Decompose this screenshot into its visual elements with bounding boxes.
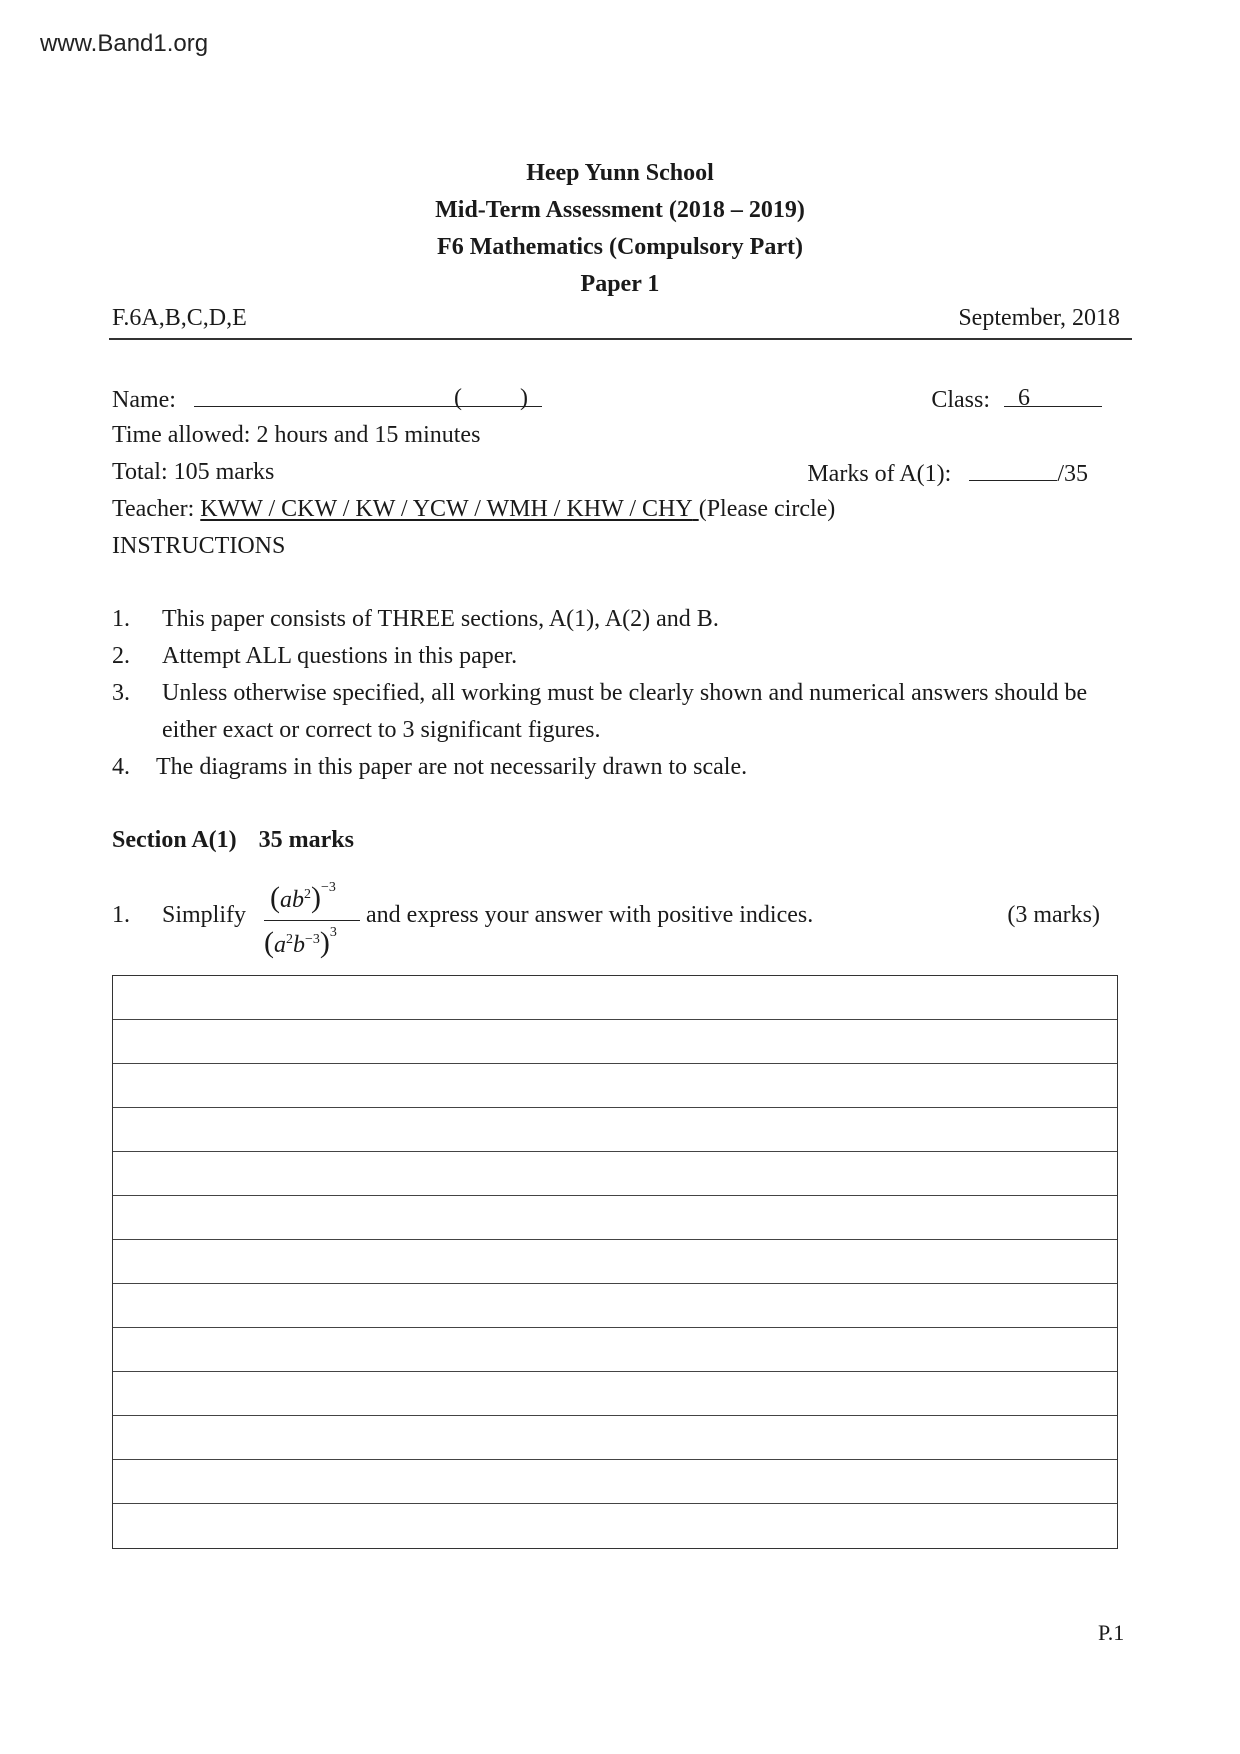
question-1 <box>112 880 1112 960</box>
paren-close: ) <box>519 385 528 411</box>
time-allowed: Time allowed: 2 hours and 15 minutes <box>112 422 481 448</box>
list-item-text: The diagrams in this paper are not necessarily drawn to scale. <box>156 754 748 780</box>
list-item-text: Unless otherwise specified, all working must be clearly shown and numerical answers should be either exact or correct to 3 significant figures. <box>162 680 1088 743</box>
exam-date: September, 2018 <box>958 305 1120 331</box>
answer-line[interactable] <box>113 976 1117 1020</box>
question-text: and express your answer with positive indices. <box>366 902 814 928</box>
list-item <box>112 749 1122 786</box>
answer-line[interactable] <box>113 1284 1117 1328</box>
total-row <box>112 454 1120 491</box>
instructions-list <box>112 601 1122 786</box>
name-row <box>112 380 1120 419</box>
name-field[interactable] <box>194 380 452 407</box>
header-divider <box>109 338 1132 340</box>
class-label: Class: <box>931 387 990 413</box>
list-item-number: 1. <box>112 606 130 632</box>
marks-label: Marks of A(1): <box>807 461 952 487</box>
list-item-text: Attempt ALL questions in this paper. <box>162 643 518 669</box>
list-item <box>112 675 1122 749</box>
answer-line[interactable] <box>113 1108 1117 1152</box>
section-marks: 35 marks <box>258 827 354 853</box>
marks-group <box>807 454 1088 493</box>
answer-line[interactable] <box>113 1064 1117 1108</box>
list-item-number: 3. <box>112 680 130 706</box>
fraction-bar <box>264 920 360 921</box>
list-item-number: 4. <box>112 754 130 780</box>
question-number: 1. <box>112 902 130 928</box>
section-heading <box>112 827 354 854</box>
meta-row <box>112 300 1120 337</box>
document-header <box>0 155 1240 303</box>
list-item <box>112 601 1122 638</box>
class-number-field[interactable] <box>452 380 542 411</box>
watermark: www.Band1.org <box>40 30 209 57</box>
answer-line[interactable] <box>113 1504 1117 1548</box>
subject-title: F6 Mathematics (Compulsory Part) <box>437 234 803 260</box>
answer-box[interactable] <box>112 975 1118 1549</box>
paper-title: Paper 1 <box>580 271 660 297</box>
list-item-number: 2. <box>112 643 130 669</box>
teacher-row <box>112 491 1120 528</box>
teacher-options[interactable]: KWW / CKW / KW / YCW / WMH / KHW / CHY <box>200 496 693 522</box>
class-field[interactable] <box>1004 380 1102 411</box>
answer-line[interactable] <box>113 1020 1117 1064</box>
expression-denominator: $(a^2b^{-3})^3$ <box>264 925 337 959</box>
page-number: P.1 <box>1098 1620 1125 1645</box>
section-title: Section A(1) <box>112 827 237 853</box>
list-item-text: This paper consists of THREE sections, A(1), A(2) and B. <box>162 606 719 632</box>
marks-field[interactable] <box>969 454 1057 481</box>
question-expression <box>264 880 360 962</box>
answer-line[interactable] <box>113 1196 1117 1240</box>
school-name: Heep Yunn School <box>526 160 714 186</box>
class-group <box>931 380 1102 419</box>
classes-label: F.6A,B,C,D,E <box>112 305 247 331</box>
question-verb: Simplify <box>162 902 247 928</box>
answer-line[interactable] <box>113 1372 1117 1416</box>
teacher-label: Teacher: <box>112 496 195 522</box>
instructions-heading: INSTRUCTIONS <box>112 533 286 559</box>
answer-line[interactable] <box>113 1416 1117 1460</box>
teacher-note: (Please circle) <box>698 496 836 522</box>
answer-line[interactable] <box>113 1328 1117 1372</box>
marks-out-of: /35 <box>1057 461 1088 487</box>
answer-line[interactable] <box>113 1152 1117 1196</box>
question-marks: (3 marks) <box>1007 902 1100 928</box>
expression-numerator: $(ab^2)^{-3}$ <box>270 880 336 914</box>
paren-open: ( <box>453 385 462 411</box>
class-value: 6 <box>1018 385 1030 411</box>
name-label: Name: <box>112 387 176 413</box>
answer-line[interactable] <box>113 1460 1117 1504</box>
total-marks: Total: 105 marks <box>112 459 275 485</box>
list-item <box>112 638 1122 675</box>
assessment-title: Mid-Term Assessment (2018 – 2019) <box>435 197 805 223</box>
answer-line[interactable] <box>113 1240 1117 1284</box>
